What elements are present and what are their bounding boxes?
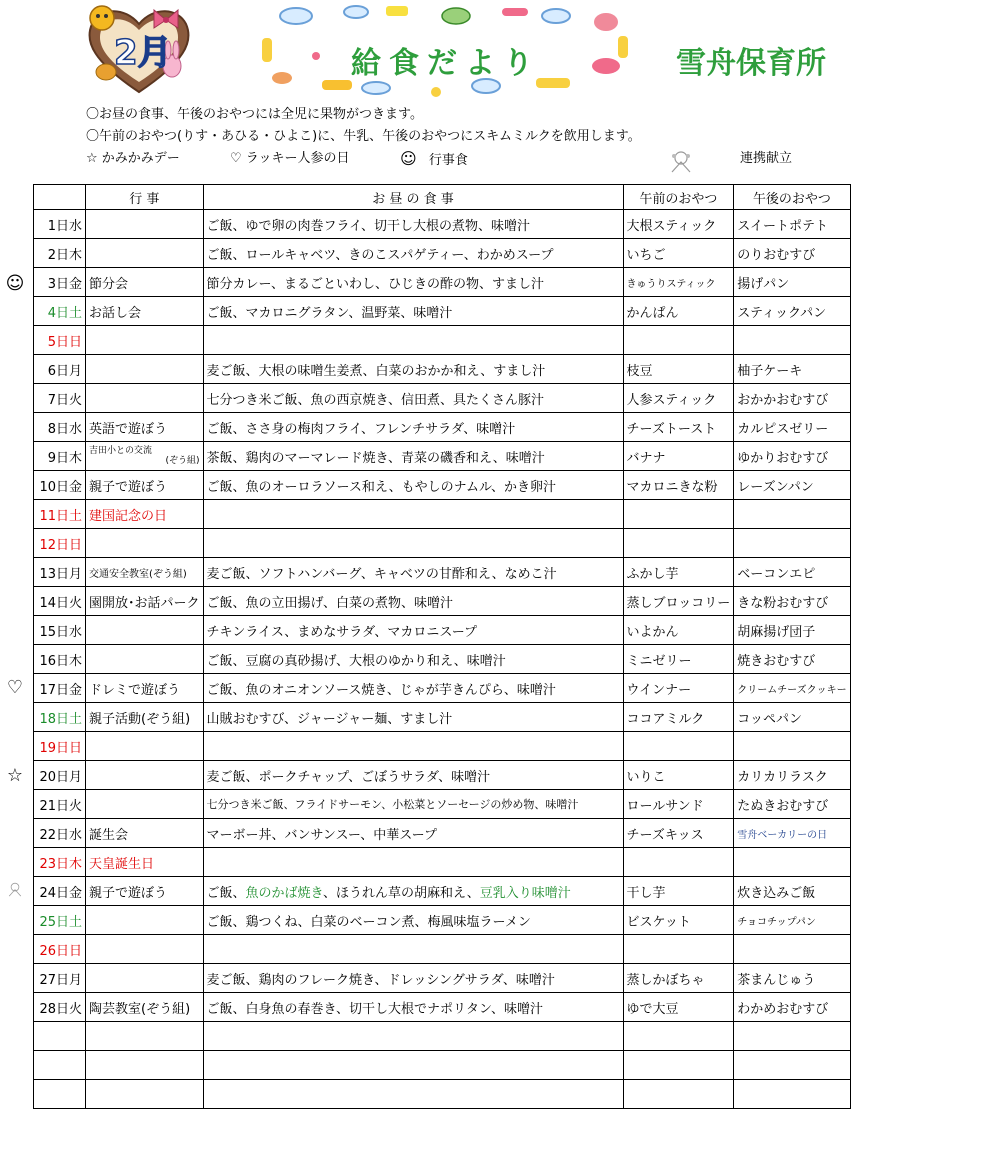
am-snack-cell [623, 732, 734, 761]
am-snack-cell: ビスケット [623, 906, 734, 935]
event-cell: 英語で遊ぼう [86, 413, 204, 442]
month-label: 2月 [114, 33, 172, 73]
am-snack-cell: チーズキッス [623, 819, 734, 848]
lunch-cell: ご飯、ロールキャベツ、きのこスパゲティー、わかめスープ [203, 239, 623, 268]
pm-snack-cell [734, 326, 850, 355]
lunch-cell: ご飯、マカロニグラタン、温野菜、味噌汁 [203, 297, 623, 326]
table-row [34, 587, 851, 616]
table-row [34, 471, 851, 500]
pm-snack-cell: おかかおむすび [734, 384, 850, 413]
date-cell: 2日木 [34, 239, 86, 268]
table-row [34, 529, 851, 558]
event-cell [86, 790, 204, 819]
date-cell: 5日日 [34, 326, 86, 355]
pm-snack-cell: きな粉おむすび [734, 587, 850, 616]
organization-name: 雪舟保育所 [676, 46, 826, 81]
date-cell: 10日金 [34, 471, 86, 500]
legend-renkei: 連携献立 [740, 151, 793, 166]
table-row [34, 993, 851, 1022]
event-cell: 親子で遊ぼう [86, 471, 204, 500]
lunch-cell: 七分つき米ご飯、魚の西京焼き、信田煮、具たくさん豚汁 [203, 384, 623, 413]
empty-row [34, 1051, 851, 1080]
event-cell [86, 210, 204, 239]
date-cell: 23日木 [34, 848, 86, 877]
event-cell [86, 761, 204, 790]
date-cell: 20日月 [34, 761, 86, 790]
event-cell: 交通安全教室(ぞう組) [86, 558, 204, 587]
event-cell: 天皇誕生日 [86, 848, 204, 877]
table-header-row [34, 185, 851, 210]
lunch-cell: ご飯、豆腐の真砂揚げ、大根のゆかり和え、味噌汁 [203, 645, 623, 674]
header-event: 行 事 [86, 185, 204, 210]
table-row [34, 935, 851, 964]
pm-snack-cell: 柚子ケーキ [734, 355, 850, 384]
heart-bear-illustration [84, 2, 194, 96]
lunch-cell [203, 935, 623, 964]
lunch-cell: ご飯、ゆで卵の肉巻フライ、切干し大根の煮物、味噌汁 [203, 210, 623, 239]
lunch-cell [203, 732, 623, 761]
table-row [34, 297, 851, 326]
lunch-cell: チキンライス、まめなサラダ、マカロニスープ [203, 616, 623, 645]
am-snack-cell: いよかん [623, 616, 734, 645]
event-cell [86, 355, 204, 384]
table-row [34, 848, 851, 877]
pm-snack-cell: クリームチーズクッキー [734, 674, 850, 703]
lunch-cell: マーボー丼、バンサンスー、中華スープ [203, 819, 623, 848]
date-cell: 8日水 [34, 413, 86, 442]
date-cell: 21日火 [34, 790, 86, 819]
event-cell: 親子で遊ぼう [86, 877, 204, 906]
date-cell: 3日金 [34, 268, 86, 297]
lunch-cell: 麦ご飯、鶏肉のフレーク焼き、ドレッシングサラダ、味噌汁 [203, 964, 623, 993]
am-snack-cell: 枝豆 [623, 355, 734, 384]
note-line: 〇お昼の食事、午後のおやつには全児に果物がつきます。 [86, 107, 423, 122]
renkei-icon [664, 148, 698, 174]
table-row [34, 558, 851, 587]
table-row [34, 819, 851, 848]
table-row [34, 268, 851, 297]
event-cell [86, 645, 204, 674]
renkei-side-icon [4, 880, 26, 903]
note-line: 〇午前のおやつ(りす・あひる・ひよこ)に、牛乳、午後のおやつにスキムミルクを飲用します。 [86, 129, 641, 144]
table-row [34, 703, 851, 732]
am-snack-cell: ココアミルク [623, 703, 734, 732]
pm-snack-cell: 胡麻揚げ団子 [734, 616, 850, 645]
table-row [34, 326, 851, 355]
date-cell: 13日月 [34, 558, 86, 587]
empty-row [34, 1022, 851, 1051]
lunch-cell: ご飯、魚のオーロラソース和え、もやしのナムル、かき卵汁 [203, 471, 623, 500]
event-cell [86, 732, 204, 761]
table-row [34, 761, 851, 790]
date-cell: 15日水 [34, 616, 86, 645]
event-cell [86, 616, 204, 645]
date-cell: 19日日 [34, 732, 86, 761]
table-row [34, 877, 851, 906]
pm-snack-cell: スイートポテト [734, 210, 850, 239]
lunch-cell [203, 326, 623, 355]
event-cell [86, 384, 204, 413]
am-snack-cell: ゆで大豆 [623, 993, 734, 1022]
pm-snack-cell: ゆかりおむすび [734, 442, 850, 471]
date-cell: 9日木 [34, 442, 86, 471]
lunch-cell [203, 529, 623, 558]
table-row [34, 239, 851, 268]
pm-snack-cell: カリカリラスク [734, 761, 850, 790]
header-date [34, 185, 86, 210]
table-row [34, 616, 851, 645]
pm-snack-cell: レーズンパン [734, 471, 850, 500]
pm-snack-cell [734, 732, 850, 761]
lunch-cell: ご飯、ささ身の梅肉フライ、フレンチサラダ、味噌汁 [203, 413, 623, 442]
event-cell: ドレミで遊ぼう [86, 674, 204, 703]
kamikami-star-icon: ☆ [6, 765, 24, 786]
date-cell: 14日火 [34, 587, 86, 616]
table-row [34, 442, 851, 471]
am-snack-cell: いりこ [623, 761, 734, 790]
lunch-cell: 七分つき米ご飯、フライドサーモン、小松菜とソーセージの炒め物、味噌汁 [203, 790, 623, 819]
lucky-heart-icon: ♡ [6, 677, 24, 698]
table-row [34, 732, 851, 761]
table-row [34, 674, 851, 703]
legend-lucky-carrot: ♡ ラッキー人参の日 [230, 151, 350, 166]
am-snack-cell: チーズトースト [623, 413, 734, 442]
lunch-cell [203, 500, 623, 529]
date-cell: 28日火 [34, 993, 86, 1022]
pm-snack-cell: 揚げパン [734, 268, 850, 297]
pm-snack-cell [734, 848, 850, 877]
date-cell: 26日日 [34, 935, 86, 964]
pm-snack-cell: 茶まんじゅう [734, 964, 850, 993]
table-row [34, 790, 851, 819]
am-snack-cell [623, 326, 734, 355]
lunch-cell: 山賊おむすび、ジャージャー麺、すまし汁 [203, 703, 623, 732]
table-row [34, 413, 851, 442]
event-cell: 親子活動(ぞう組) [86, 703, 204, 732]
pm-snack-cell: チョコチップパン [734, 906, 850, 935]
legend-event-meal: ☺ 行事食 [400, 149, 468, 168]
pm-snack-cell: たぬきおむすび [734, 790, 850, 819]
lunch-cell [203, 848, 623, 877]
am-snack-cell: バナナ [623, 442, 734, 471]
event-cell: 園開放･お話パーク [86, 587, 204, 616]
table-row [34, 355, 851, 384]
event-cell: お話し会 [86, 297, 204, 326]
lunch-cell: ご飯、魚のオニオンソース焼き、じゃが芋きんぴら、味噌汁 [203, 674, 623, 703]
menu-table [33, 184, 851, 1109]
month-badge [84, 2, 194, 96]
am-snack-cell: 干し芋 [623, 877, 734, 906]
event-cell: 節分会 [86, 268, 204, 297]
notes [86, 104, 641, 148]
lunch-cell: ご飯、魚のかば焼き、ほうれん草の胡麻和え、豆乳入り味噌汁 [203, 877, 623, 906]
legend-kamikami: ☆ かみかみデー [86, 151, 180, 166]
table-row [34, 645, 851, 674]
am-snack-cell: 大根スティック [623, 210, 734, 239]
event-cell [86, 326, 204, 355]
date-cell: 17日金 [34, 674, 86, 703]
event-cell: 誕生会 [86, 819, 204, 848]
am-snack-cell [623, 935, 734, 964]
event-cell [86, 935, 204, 964]
event-meal-smile-icon: ☺ [5, 273, 25, 294]
am-snack-cell: 蒸しかぼちゃ [623, 964, 734, 993]
table-row [34, 500, 851, 529]
event-cell: 吉田小との交流 (ぞう組) [86, 442, 204, 471]
smile-icon: ☺ [400, 149, 417, 168]
am-snack-cell [623, 848, 734, 877]
pm-snack-cell [734, 529, 850, 558]
event-cell [86, 239, 204, 268]
am-snack-cell: ウインナー [623, 674, 734, 703]
am-snack-cell: 蒸しブロッコリー [623, 587, 734, 616]
page-title: 給食だより [351, 46, 541, 81]
date-cell: 18日土 [34, 703, 86, 732]
am-snack-cell [623, 529, 734, 558]
pm-snack-cell [734, 935, 850, 964]
event-cell: 陶芸教室(ぞう組) [86, 993, 204, 1022]
pm-snack-cell: 炊き込みご飯 [734, 877, 850, 906]
am-snack-cell: いちご [623, 239, 734, 268]
header-lunch: お 昼 の 食 事 [203, 185, 623, 210]
lunch-cell: 麦ご飯、ポークチャップ、ごぼうサラダ、味噌汁 [203, 761, 623, 790]
pm-snack-cell: 雪舟ベーカリーの日 [734, 819, 850, 848]
pm-snack-cell: わかめおむすび [734, 993, 850, 1022]
pm-snack-cell: 焼きおむすび [734, 645, 850, 674]
title-banner [256, 2, 636, 102]
am-snack-cell: ふかし芋 [623, 558, 734, 587]
am-snack-cell: 人参スティック [623, 384, 734, 413]
date-cell: 7日火 [34, 384, 86, 413]
pm-snack-cell: カルピスゼリー [734, 413, 850, 442]
lunch-cell: ご飯、鶏つくね、白菜のベーコン煮、梅風味塩ラーメン [203, 906, 623, 935]
lunch-cell: 節分カレー、まるごといわし、ひじきの酢の物、すまし汁 [203, 268, 623, 297]
date-cell: 24日金 [34, 877, 86, 906]
pm-snack-cell: ベーコンエピ [734, 558, 850, 587]
event-cell: 建国記念の日 [86, 500, 204, 529]
event-cell [86, 964, 204, 993]
lunch-cell: ご飯、白身魚の春巻き、切干し大根でナポリタン、味噌汁 [203, 993, 623, 1022]
am-snack-cell: マカロニきな粉 [623, 471, 734, 500]
pm-snack-cell [734, 500, 850, 529]
lunch-cell: 麦ご飯、ソフトハンバーグ、キャベツの甘酢和え、なめこ汁 [203, 558, 623, 587]
date-cell: 6日月 [34, 355, 86, 384]
date-cell: 4日土 [34, 297, 86, 326]
event-cell [86, 529, 204, 558]
am-snack-cell: ロールサンド [623, 790, 734, 819]
am-snack-cell: かんぱん [623, 297, 734, 326]
lunch-cell: 茶飯、鶏肉のマーマレード焼き、青菜の磯香和え、味噌汁 [203, 442, 623, 471]
date-cell: 16日木 [34, 645, 86, 674]
lunch-cell: 麦ご飯、大根の味噌生姜煮、白菜のおかか和え、すまし汁 [203, 355, 623, 384]
pm-snack-cell: のりおむすび [734, 239, 850, 268]
lunch-cell: ご飯、魚の立田揚げ、白菜の煮物、味噌汁 [203, 587, 623, 616]
date-cell: 22日水 [34, 819, 86, 848]
am-snack-cell: きゅうりスティック [623, 268, 734, 297]
date-cell: 27日月 [34, 964, 86, 993]
table-row [34, 964, 851, 993]
date-cell: 25日土 [34, 906, 86, 935]
am-snack-cell: ミニゼリー [623, 645, 734, 674]
am-snack-cell [623, 500, 734, 529]
header-pm-snack: 午後のおやつ [734, 185, 850, 210]
event-cell [86, 906, 204, 935]
table-row [34, 906, 851, 935]
table-row [34, 384, 851, 413]
header-am-snack: 午前のおやつ [623, 185, 734, 210]
date-cell: 12日日 [34, 529, 86, 558]
table-row [34, 210, 851, 239]
pm-snack-cell: コッペパン [734, 703, 850, 732]
date-cell: 1日水 [34, 210, 86, 239]
empty-row [34, 1080, 851, 1109]
date-cell: 11日土 [34, 500, 86, 529]
pm-snack-cell: スティックパン [734, 297, 850, 326]
